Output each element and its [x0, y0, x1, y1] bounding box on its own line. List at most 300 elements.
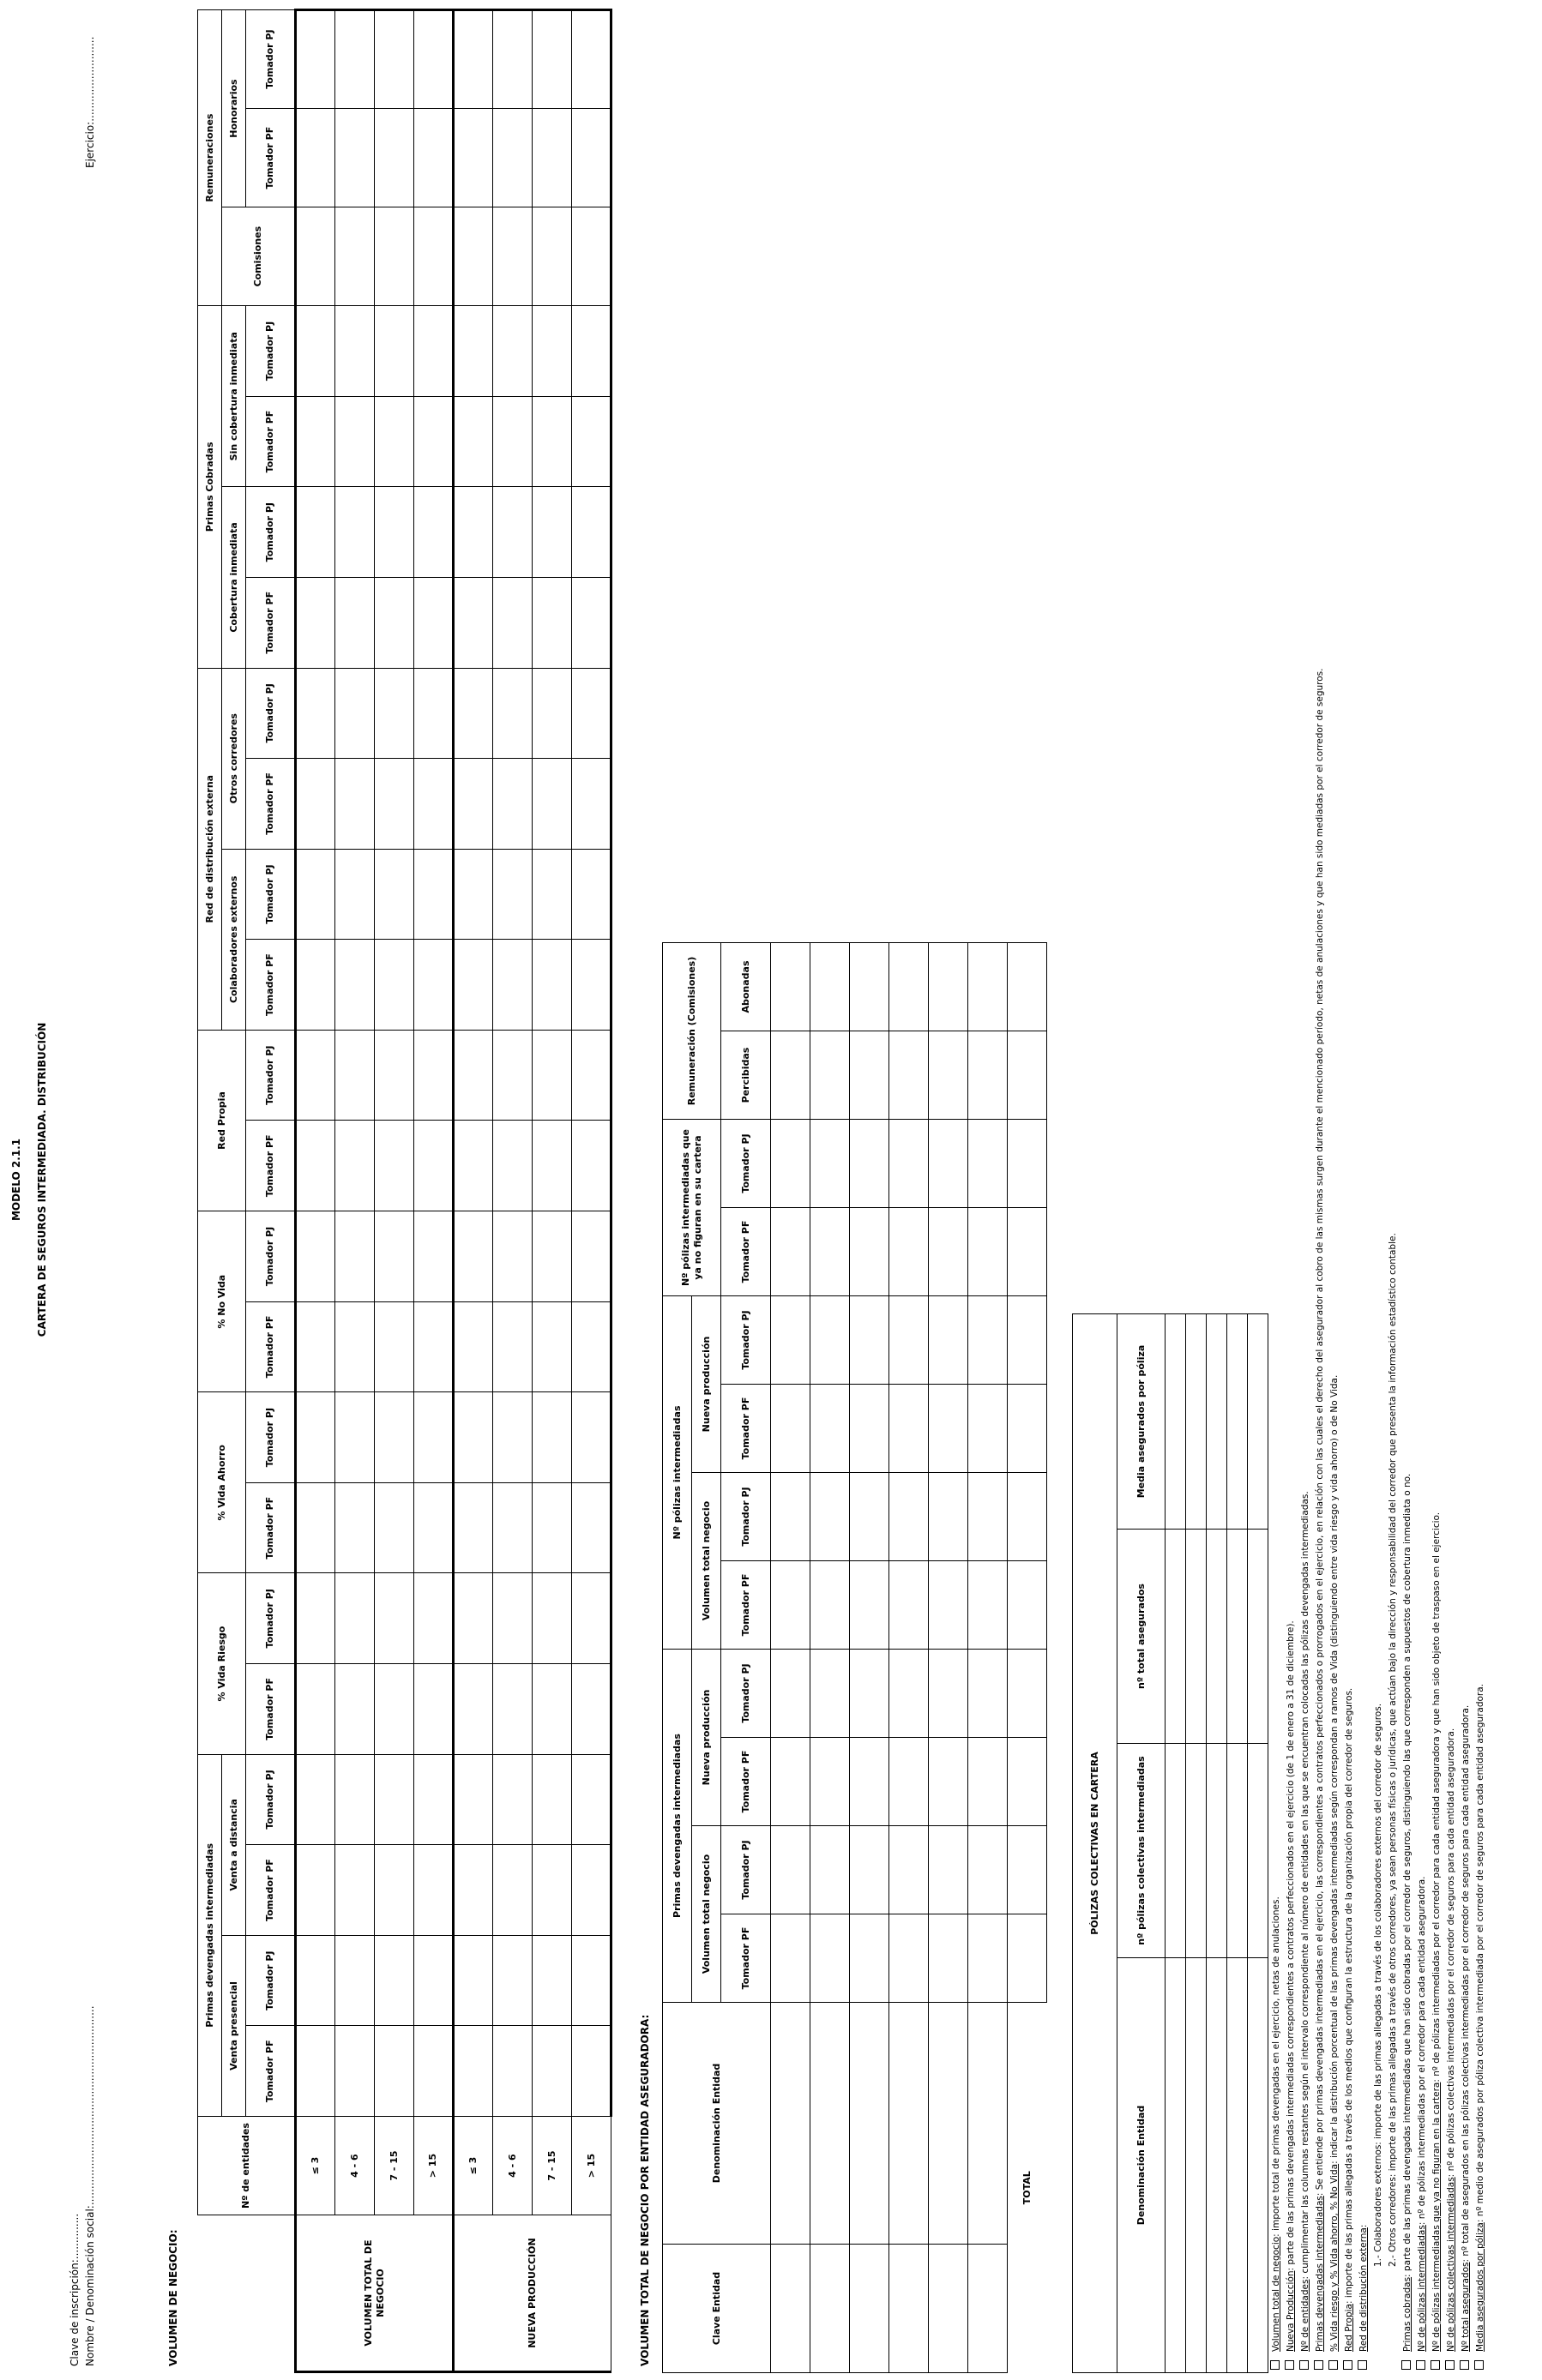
- input-cell[interactable]: [335, 1030, 375, 1121]
- input-cell[interactable]: [493, 1935, 533, 2026]
- input-cell[interactable]: [375, 207, 414, 306]
- input-cell[interactable]: [375, 1935, 414, 2026]
- input-cell[interactable]: [414, 396, 454, 487]
- input-cell[interactable]: [810, 1826, 850, 1914]
- total-cell[interactable]: [1008, 1738, 1047, 1826]
- total-cell[interactable]: [1008, 1120, 1047, 1208]
- input-cell[interactable]: [414, 1392, 454, 1483]
- input-cell[interactable]: [968, 1561, 1008, 1650]
- input-cell[interactable]: [533, 1121, 572, 1211]
- input-cell[interactable]: [771, 2003, 810, 2245]
- input-cell[interactable]: [810, 2245, 850, 2373]
- input-cell[interactable]: [572, 668, 611, 759]
- input-cell[interactable]: [929, 1826, 968, 1914]
- input-cell[interactable]: [810, 1031, 850, 1120]
- input-cell[interactable]: [533, 1845, 572, 1936]
- input-cell[interactable]: [493, 1482, 533, 1573]
- input-cell[interactable]: [572, 1754, 611, 1845]
- input-cell[interactable]: [771, 1031, 810, 1120]
- input-cell[interactable]: [296, 849, 335, 940]
- input-cell[interactable]: [533, 1301, 572, 1392]
- input-cell[interactable]: [414, 668, 454, 759]
- input-cell[interactable]: [572, 1301, 611, 1392]
- input-cell[interactable]: [889, 942, 929, 1031]
- input-cell[interactable]: [929, 2003, 968, 2245]
- input-cell[interactable]: [375, 1392, 414, 1483]
- input-cell[interactable]: [1207, 1958, 1227, 2373]
- input-cell[interactable]: [296, 1482, 335, 1573]
- input-cell[interactable]: [850, 2003, 889, 2245]
- input-cell[interactable]: [296, 2026, 335, 2117]
- input-cell[interactable]: [1207, 1744, 1227, 1958]
- input-cell[interactable]: [889, 1826, 929, 1914]
- input-cell[interactable]: [968, 1208, 1008, 1296]
- input-cell[interactable]: [454, 306, 493, 397]
- input-cell[interactable]: [889, 1031, 929, 1120]
- input-cell[interactable]: [296, 1573, 335, 1664]
- input-cell[interactable]: [493, 396, 533, 487]
- input-cell[interactable]: [889, 1738, 929, 1826]
- input-cell[interactable]: [889, 2003, 929, 2245]
- input-cell[interactable]: [929, 2245, 968, 2373]
- input-cell[interactable]: [533, 1754, 572, 1845]
- input-cell[interactable]: [454, 1301, 493, 1392]
- input-cell[interactable]: [929, 1473, 968, 1561]
- input-cell[interactable]: [929, 1385, 968, 1473]
- input-cell[interactable]: [493, 306, 533, 397]
- input-cell[interactable]: [493, 487, 533, 578]
- input-cell[interactable]: [375, 306, 414, 397]
- input-cell[interactable]: [414, 2026, 454, 2117]
- input-cell[interactable]: [572, 207, 611, 306]
- input-cell[interactable]: [493, 1392, 533, 1483]
- input-cell[interactable]: [493, 2026, 533, 2117]
- input-cell[interactable]: [296, 1935, 335, 2026]
- input-cell[interactable]: [335, 1121, 375, 1211]
- input-cell[interactable]: [414, 487, 454, 578]
- input-cell[interactable]: [335, 1664, 375, 1755]
- input-cell[interactable]: [493, 668, 533, 759]
- input-cell[interactable]: [335, 306, 375, 397]
- input-cell[interactable]: [454, 1211, 493, 1302]
- input-cell[interactable]: [1227, 1530, 1248, 1744]
- input-cell[interactable]: [375, 1664, 414, 1755]
- input-cell[interactable]: [572, 1392, 611, 1483]
- input-cell[interactable]: [493, 1121, 533, 1211]
- input-cell[interactable]: [296, 1301, 335, 1392]
- input-cell[interactable]: [968, 1738, 1008, 1826]
- input-cell[interactable]: [810, 1208, 850, 1296]
- input-cell[interactable]: [572, 10, 611, 109]
- input-cell[interactable]: [454, 1664, 493, 1755]
- input-cell[interactable]: [533, 668, 572, 759]
- input-cell[interactable]: [771, 942, 810, 1031]
- input-cell[interactable]: [414, 577, 454, 668]
- input-cell[interactable]: [454, 1845, 493, 1936]
- input-cell[interactable]: [414, 1301, 454, 1392]
- input-cell[interactable]: [414, 1573, 454, 1664]
- input-cell[interactable]: [572, 759, 611, 850]
- input-cell[interactable]: [850, 942, 889, 1031]
- input-cell[interactable]: [375, 487, 414, 578]
- input-cell[interactable]: [889, 1914, 929, 2003]
- input-cell[interactable]: [493, 1664, 533, 1755]
- input-cell[interactable]: [850, 1473, 889, 1561]
- input-cell[interactable]: [375, 759, 414, 850]
- input-cell[interactable]: [335, 10, 375, 109]
- input-cell[interactable]: [454, 668, 493, 759]
- input-cell[interactable]: [454, 1754, 493, 1845]
- input-cell[interactable]: [572, 849, 611, 940]
- input-cell[interactable]: [335, 1573, 375, 1664]
- input-cell[interactable]: [771, 1914, 810, 2003]
- input-cell[interactable]: [533, 2026, 572, 2117]
- input-cell[interactable]: [414, 849, 454, 940]
- input-cell[interactable]: [296, 306, 335, 397]
- input-cell[interactable]: [375, 396, 414, 487]
- input-cell[interactable]: [1186, 1744, 1207, 1958]
- input-cell[interactable]: [572, 2026, 611, 2117]
- input-cell[interactable]: [335, 1754, 375, 1845]
- input-cell[interactable]: [889, 2245, 929, 2373]
- input-cell[interactable]: [1248, 1958, 1268, 2373]
- input-cell[interactable]: [572, 109, 611, 207]
- input-cell[interactable]: [414, 1845, 454, 1936]
- input-cell[interactable]: [493, 1301, 533, 1392]
- input-cell[interactable]: [810, 1473, 850, 1561]
- input-cell[interactable]: [533, 306, 572, 397]
- input-cell[interactable]: [968, 1650, 1008, 1738]
- input-cell[interactable]: [929, 942, 968, 1031]
- input-cell[interactable]: [929, 1296, 968, 1385]
- input-cell[interactable]: [493, 849, 533, 940]
- input-cell[interactable]: [533, 940, 572, 1031]
- input-cell[interactable]: [850, 1650, 889, 1738]
- ejercicio-field[interactable]: Ejercicio:..........................: [84, 36, 96, 168]
- input-cell[interactable]: [493, 940, 533, 1031]
- input-cell[interactable]: [1186, 1313, 1207, 1529]
- input-cell[interactable]: [375, 1030, 414, 1121]
- input-cell[interactable]: [454, 1030, 493, 1121]
- input-cell[interactable]: [296, 1845, 335, 1936]
- input-cell[interactable]: [493, 577, 533, 668]
- input-cell[interactable]: [335, 1845, 375, 1936]
- input-cell[interactable]: [850, 2245, 889, 2373]
- input-cell[interactable]: [850, 1208, 889, 1296]
- input-cell[interactable]: [414, 1121, 454, 1211]
- input-cell[interactable]: [296, 1754, 335, 1845]
- input-cell[interactable]: [572, 1664, 611, 1755]
- input-cell[interactable]: [533, 207, 572, 306]
- total-cell[interactable]: [1008, 942, 1047, 1031]
- input-cell[interactable]: [1227, 1958, 1248, 2373]
- input-cell[interactable]: [335, 849, 375, 940]
- input-cell[interactable]: [375, 1573, 414, 1664]
- input-cell[interactable]: [454, 10, 493, 109]
- input-cell[interactable]: [810, 1914, 850, 2003]
- input-cell[interactable]: [533, 1211, 572, 1302]
- input-cell[interactable]: [414, 940, 454, 1031]
- input-cell[interactable]: [968, 2245, 1008, 2373]
- input-cell[interactable]: [929, 1208, 968, 1296]
- input-cell[interactable]: [968, 1031, 1008, 1120]
- input-cell[interactable]: [375, 1845, 414, 1936]
- input-cell[interactable]: [968, 1385, 1008, 1473]
- input-cell[interactable]: [533, 849, 572, 940]
- input-cell[interactable]: [454, 1935, 493, 2026]
- input-cell[interactable]: [572, 306, 611, 397]
- input-cell[interactable]: [335, 940, 375, 1031]
- input-cell[interactable]: [968, 2003, 1008, 2245]
- input-cell[interactable]: [572, 1211, 611, 1302]
- input-cell[interactable]: [771, 1208, 810, 1296]
- input-cell[interactable]: [929, 1031, 968, 1120]
- clave-field[interactable]: Clave de inscripción:..............: [69, 2213, 81, 2366]
- input-cell[interactable]: [1207, 1313, 1227, 1529]
- input-cell[interactable]: [454, 396, 493, 487]
- input-cell[interactable]: [533, 577, 572, 668]
- input-cell[interactable]: [572, 1845, 611, 1936]
- input-cell[interactable]: [1186, 1530, 1207, 1744]
- input-cell[interactable]: [335, 396, 375, 487]
- input-cell[interactable]: [296, 487, 335, 578]
- input-cell[interactable]: [572, 1030, 611, 1121]
- input-cell[interactable]: [533, 10, 572, 109]
- input-cell[interactable]: [771, 1296, 810, 1385]
- input-cell[interactable]: [810, 1385, 850, 1473]
- input-cell[interactable]: [414, 1754, 454, 1845]
- input-cell[interactable]: [771, 1473, 810, 1561]
- input-cell[interactable]: [572, 396, 611, 487]
- input-cell[interactable]: [414, 207, 454, 306]
- total-cell[interactable]: [1008, 1385, 1047, 1473]
- input-cell[interactable]: [375, 1121, 414, 1211]
- input-cell[interactable]: [572, 940, 611, 1031]
- input-cell[interactable]: [1166, 1958, 1186, 2373]
- input-cell[interactable]: [375, 577, 414, 668]
- input-cell[interactable]: [929, 1120, 968, 1208]
- input-cell[interactable]: [335, 487, 375, 578]
- total-cell[interactable]: [1008, 1208, 1047, 1296]
- input-cell[interactable]: [968, 942, 1008, 1031]
- total-cell[interactable]: [1008, 1914, 1047, 2003]
- input-cell[interactable]: [1166, 1744, 1186, 1958]
- input-cell[interactable]: [493, 1845, 533, 1936]
- input-cell[interactable]: [889, 1208, 929, 1296]
- input-cell[interactable]: [850, 1561, 889, 1650]
- input-cell[interactable]: [375, 10, 414, 109]
- input-cell[interactable]: [493, 1754, 533, 1845]
- input-cell[interactable]: [968, 1120, 1008, 1208]
- input-cell[interactable]: [454, 849, 493, 940]
- input-cell[interactable]: [454, 1573, 493, 1664]
- input-cell[interactable]: [771, 1385, 810, 1473]
- input-cell[interactable]: [533, 1573, 572, 1664]
- input-cell[interactable]: [454, 487, 493, 578]
- input-cell[interactable]: [296, 1030, 335, 1121]
- input-cell[interactable]: [1186, 1958, 1207, 2373]
- input-cell[interactable]: [296, 1664, 335, 1755]
- input-cell[interactable]: [454, 1121, 493, 1211]
- input-cell[interactable]: [533, 487, 572, 578]
- input-cell[interactable]: [296, 759, 335, 850]
- input-cell[interactable]: [929, 1914, 968, 2003]
- input-cell[interactable]: [1248, 1313, 1268, 1529]
- input-cell[interactable]: [1227, 1744, 1248, 1958]
- input-cell[interactable]: [968, 1296, 1008, 1385]
- input-cell[interactable]: [889, 1296, 929, 1385]
- input-cell[interactable]: [296, 1121, 335, 1211]
- input-cell[interactable]: [493, 1030, 533, 1121]
- input-cell[interactable]: [1207, 1530, 1227, 1744]
- input-cell[interactable]: [296, 1211, 335, 1302]
- input-cell[interactable]: [850, 1120, 889, 1208]
- input-cell[interactable]: [771, 2245, 810, 2373]
- input-cell[interactable]: [1248, 1530, 1268, 1744]
- input-cell[interactable]: [850, 1738, 889, 1826]
- input-cell[interactable]: [414, 1482, 454, 1573]
- input-cell[interactable]: [454, 577, 493, 668]
- input-cell[interactable]: [810, 1296, 850, 1385]
- input-cell[interactable]: [850, 1031, 889, 1120]
- input-cell[interactable]: [296, 577, 335, 668]
- input-cell[interactable]: [335, 1301, 375, 1392]
- input-cell[interactable]: [493, 1573, 533, 1664]
- input-cell[interactable]: [533, 1664, 572, 1755]
- input-cell[interactable]: [810, 1738, 850, 1826]
- input-cell[interactable]: [572, 1121, 611, 1211]
- input-cell[interactable]: [533, 1030, 572, 1121]
- input-cell[interactable]: [533, 759, 572, 850]
- input-cell[interactable]: [533, 396, 572, 487]
- input-cell[interactable]: [335, 759, 375, 850]
- input-cell[interactable]: [296, 1392, 335, 1483]
- input-cell[interactable]: [810, 2003, 850, 2245]
- input-cell[interactable]: [335, 1392, 375, 1483]
- input-cell[interactable]: [375, 2026, 414, 2117]
- input-cell[interactable]: [414, 759, 454, 850]
- input-cell[interactable]: [414, 109, 454, 207]
- input-cell[interactable]: [375, 1754, 414, 1845]
- input-cell[interactable]: [414, 10, 454, 109]
- input-cell[interactable]: [1166, 1313, 1186, 1529]
- input-cell[interactable]: [414, 1935, 454, 2026]
- input-cell[interactable]: [929, 1561, 968, 1650]
- input-cell[interactable]: [296, 109, 335, 207]
- input-cell[interactable]: [889, 1385, 929, 1473]
- input-cell[interactable]: [810, 1650, 850, 1738]
- input-cell[interactable]: [375, 109, 414, 207]
- input-cell[interactable]: [771, 1561, 810, 1650]
- input-cell[interactable]: [968, 1826, 1008, 1914]
- input-cell[interactable]: [335, 207, 375, 306]
- total-cell[interactable]: [1008, 1031, 1047, 1120]
- input-cell[interactable]: [1166, 1530, 1186, 1744]
- input-cell[interactable]: [414, 1030, 454, 1121]
- input-cell[interactable]: [533, 1482, 572, 1573]
- input-cell[interactable]: [771, 1650, 810, 1738]
- total-cell[interactable]: [1008, 1296, 1047, 1385]
- input-cell[interactable]: [493, 759, 533, 850]
- input-cell[interactable]: [889, 1473, 929, 1561]
- input-cell[interactable]: [533, 1392, 572, 1483]
- input-cell[interactable]: [296, 940, 335, 1031]
- input-cell[interactable]: [296, 207, 335, 306]
- input-cell[interactable]: [375, 849, 414, 940]
- total-cell[interactable]: [1008, 1650, 1047, 1738]
- total-cell[interactable]: [1008, 1826, 1047, 1914]
- input-cell[interactable]: [493, 109, 533, 207]
- input-cell[interactable]: [414, 1211, 454, 1302]
- input-cell[interactable]: [454, 109, 493, 207]
- input-cell[interactable]: [454, 1482, 493, 1573]
- input-cell[interactable]: [414, 306, 454, 397]
- input-cell[interactable]: [454, 759, 493, 850]
- input-cell[interactable]: [533, 109, 572, 207]
- input-cell[interactable]: [335, 577, 375, 668]
- input-cell[interactable]: [375, 1301, 414, 1392]
- input-cell[interactable]: [335, 2026, 375, 2117]
- input-cell[interactable]: [572, 577, 611, 668]
- input-cell[interactable]: [929, 1738, 968, 1826]
- input-cell[interactable]: [493, 207, 533, 306]
- input-cell[interactable]: [454, 1392, 493, 1483]
- input-cell[interactable]: [968, 1473, 1008, 1561]
- input-cell[interactable]: [454, 207, 493, 306]
- input-cell[interactable]: [375, 1211, 414, 1302]
- input-cell[interactable]: [850, 1296, 889, 1385]
- input-cell[interactable]: [335, 1211, 375, 1302]
- input-cell[interactable]: [572, 1573, 611, 1664]
- input-cell[interactable]: [771, 1826, 810, 1914]
- input-cell[interactable]: [335, 1935, 375, 2026]
- input-cell[interactable]: [771, 1738, 810, 1826]
- input-cell[interactable]: [493, 1211, 533, 1302]
- input-cell[interactable]: [810, 942, 850, 1031]
- total-cell[interactable]: [1008, 1561, 1047, 1650]
- input-cell[interactable]: [850, 1826, 889, 1914]
- input-cell[interactable]: [375, 668, 414, 759]
- total-cell[interactable]: [1008, 1473, 1047, 1561]
- input-cell[interactable]: [335, 1482, 375, 1573]
- input-cell[interactable]: [929, 1650, 968, 1738]
- input-cell[interactable]: [889, 1561, 929, 1650]
- input-cell[interactable]: [850, 1914, 889, 2003]
- input-cell[interactable]: [454, 940, 493, 1031]
- input-cell[interactable]: [572, 1935, 611, 2026]
- input-cell[interactable]: [414, 1664, 454, 1755]
- input-cell[interactable]: [296, 396, 335, 487]
- input-cell[interactable]: [889, 1650, 929, 1738]
- input-cell[interactable]: [771, 1120, 810, 1208]
- input-cell[interactable]: [810, 1120, 850, 1208]
- input-cell[interactable]: [375, 940, 414, 1031]
- input-cell[interactable]: [335, 109, 375, 207]
- input-cell[interactable]: [375, 1482, 414, 1573]
- input-cell[interactable]: [1227, 1313, 1248, 1529]
- input-cell[interactable]: [454, 2026, 493, 2117]
- input-cell[interactable]: [889, 1120, 929, 1208]
- input-cell[interactable]: [572, 487, 611, 578]
- input-cell[interactable]: [572, 1482, 611, 1573]
- nombre-field[interactable]: Nombre / Denominación social:.............................................................: [84, 2005, 96, 2366]
- input-cell[interactable]: [533, 1935, 572, 2026]
- input-cell[interactable]: [810, 1561, 850, 1650]
- input-cell[interactable]: [968, 1914, 1008, 2003]
- input-cell[interactable]: [296, 668, 335, 759]
- input-cell[interactable]: [1248, 1744, 1268, 1958]
- input-cell[interactable]: [850, 1385, 889, 1473]
